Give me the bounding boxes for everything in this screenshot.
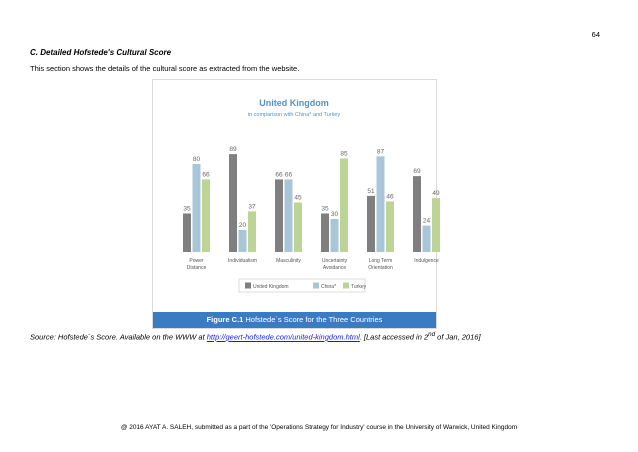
category-label: Individualism xyxy=(228,258,257,264)
bar-0-1 xyxy=(229,154,237,252)
intro-text: This section shows the details of the cultural score as extracted from the website. xyxy=(30,64,300,73)
bar-value-label: 37 xyxy=(248,203,256,211)
bar-1-3 xyxy=(331,219,339,252)
bar-value-label: 49 xyxy=(432,190,440,198)
chart-legend xyxy=(239,279,367,292)
bar-0-2 xyxy=(275,179,283,252)
legend-label: Turkey xyxy=(351,284,367,290)
bar-1-4 xyxy=(377,156,385,252)
bar-2-5 xyxy=(432,198,440,252)
category-label: Indulgence xyxy=(414,258,439,264)
bar-chart xyxy=(153,80,440,312)
figure-box xyxy=(152,79,440,329)
bar-value-label: 69 xyxy=(413,168,421,176)
bar-value-label: 80 xyxy=(192,156,201,163)
bar-0-4 xyxy=(367,196,375,252)
legend-label: China* xyxy=(321,284,337,290)
source-prefix: Source: Hofstede`s Score. Available on the WWW at xyxy=(30,332,207,342)
bar-0-0 xyxy=(183,214,191,253)
bar-2-2 xyxy=(294,203,302,253)
source-link[interactable]: http://geert-hofstede.com/united-kingdom.html xyxy=(206,332,360,342)
source-sup: nd xyxy=(428,331,436,338)
legend-swatch xyxy=(343,283,349,289)
section-heading: C. Detailed Hofstede's Cultural Score xyxy=(30,48,172,57)
bar-2-3 xyxy=(340,159,348,253)
page-number: 64 xyxy=(591,30,600,39)
bar-value-label: 35 xyxy=(183,205,191,213)
bar-1-2 xyxy=(285,179,293,252)
bar-value-label: 20 xyxy=(238,222,247,229)
bar-value-label: 46 xyxy=(386,193,394,201)
category-label: Uncertainty xyxy=(321,258,348,264)
source-suffix: of Jan, 2016] xyxy=(435,332,481,342)
category-label: Avoidance xyxy=(322,265,347,271)
category-label: Distance xyxy=(186,265,207,271)
bar-value-label: 45 xyxy=(294,194,302,202)
caption-text: Hofstede`s Score for the Three Countries xyxy=(243,315,383,324)
bar-1-1 xyxy=(239,230,247,252)
bar-value-label: 89 xyxy=(229,146,237,154)
bar-value-label: 85 xyxy=(340,150,348,158)
bar-value-label: 66 xyxy=(275,171,283,179)
bar-value-label: 66 xyxy=(284,171,293,179)
category-label: Masculinity xyxy=(276,258,301,264)
bar-value-label: 87 xyxy=(376,148,385,156)
bar-2-0 xyxy=(202,179,210,252)
bar-value-label: 66 xyxy=(202,171,210,179)
chart-title: United Kingdom xyxy=(259,98,329,108)
bars-group xyxy=(183,146,440,271)
chart-subtitle: in comparison with China* and Turkey xyxy=(247,112,341,118)
bar-2-1 xyxy=(248,211,256,252)
bar-value-label: 30 xyxy=(330,211,339,218)
category-label: Long Term xyxy=(368,258,393,264)
category-label: Orientation xyxy=(368,265,393,271)
bar-value-label: 35 xyxy=(321,205,329,213)
source-line xyxy=(30,331,481,342)
bar-2-4 xyxy=(386,201,394,252)
legend-swatch xyxy=(245,283,251,289)
category-label: Power xyxy=(189,258,204,264)
source-middle: . [Last accessed in 2 xyxy=(359,332,429,342)
legend-swatch xyxy=(313,283,319,289)
legend-label: United Kingdom xyxy=(253,284,289,290)
figure-caption xyxy=(153,312,436,328)
bar-value-label: 24 xyxy=(422,217,431,225)
page-footer: @ 2016 AYAT A. SALEH, submitted as a part of the 'Operations Strategy for Industry' course in the University of Warwick, United Kingdom xyxy=(120,424,518,431)
bar-0-5 xyxy=(413,176,421,252)
bar-1-5 xyxy=(423,226,431,252)
bar-0-3 xyxy=(321,214,329,253)
bar-1-0 xyxy=(193,164,201,252)
bar-value-label: 51 xyxy=(367,187,375,195)
caption-label: Figure C.1 xyxy=(206,315,244,324)
